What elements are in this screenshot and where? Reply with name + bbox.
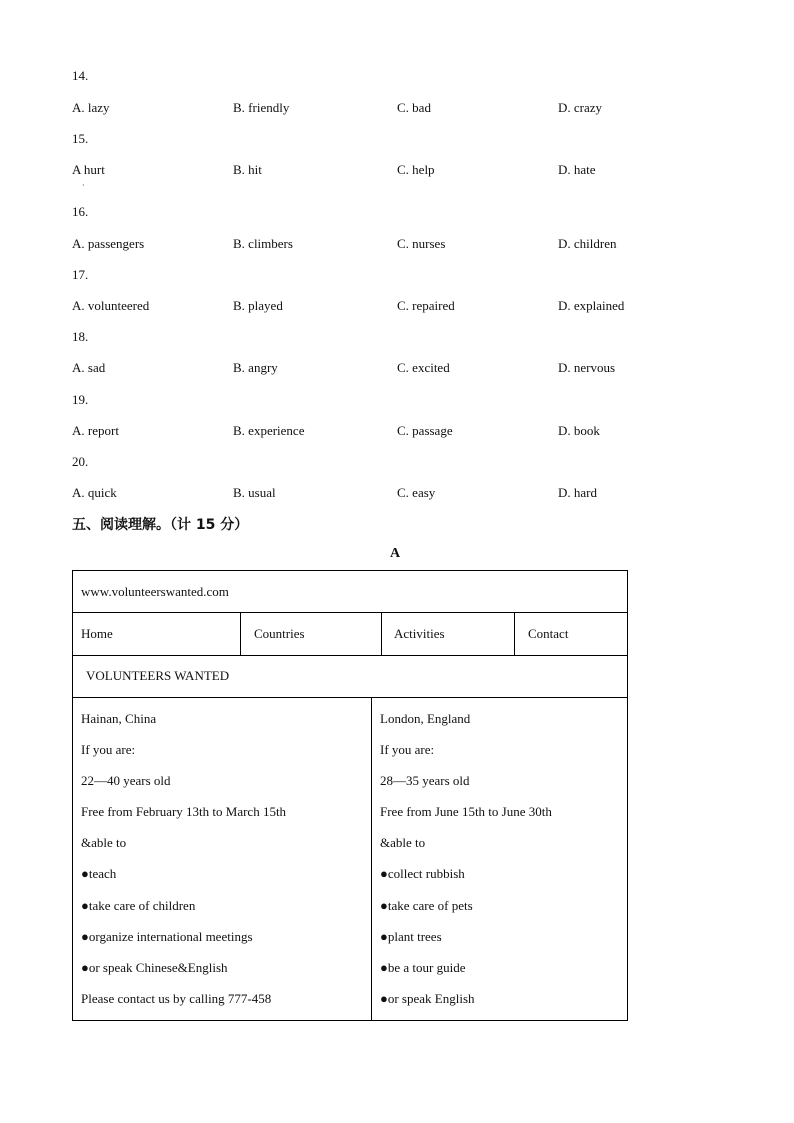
option-b: B. climbers xyxy=(233,236,293,251)
left-line: ●teach xyxy=(81,866,117,881)
nav-separator xyxy=(514,612,515,655)
question-number: 17. xyxy=(72,267,89,282)
right-line: ●be a tour guide xyxy=(380,960,466,975)
right-line: ●collect rubbish xyxy=(380,866,465,881)
option-c: C. help xyxy=(397,162,435,177)
nav-home: Home xyxy=(81,626,113,641)
option-a: A. sad xyxy=(72,360,106,375)
option-b: B. hit xyxy=(233,162,262,177)
left-line: ●take care of children xyxy=(81,898,196,913)
column-separator xyxy=(371,697,372,1020)
stray-dot: · xyxy=(82,181,85,190)
table-rule xyxy=(72,697,628,698)
section-title: 五、阅读理解。（计 15 分） xyxy=(72,517,249,533)
left-line: ●or speak Chinese&English xyxy=(81,960,228,975)
right-location: London, England xyxy=(380,711,471,726)
option-d: D. hate xyxy=(558,162,596,177)
option-b: B. played xyxy=(233,298,283,313)
option-c: C. excited xyxy=(397,360,450,375)
nav-separator xyxy=(381,612,382,655)
right-line: ●take care of pets xyxy=(380,898,473,913)
option-a: A. passengers xyxy=(72,236,145,251)
question-number: 18. xyxy=(72,329,89,344)
ad-heading: VOLUNTEERS WANTED xyxy=(86,668,230,683)
option-d: D. explained xyxy=(558,298,625,313)
option-c: C. easy xyxy=(397,485,436,500)
option-d: D. hard xyxy=(558,485,597,500)
table-border-bottom xyxy=(72,1020,628,1021)
option-b: B. usual xyxy=(233,485,276,500)
option-a: A hurt xyxy=(72,162,105,177)
option-b: B. angry xyxy=(233,360,278,375)
table-border-right xyxy=(627,570,628,1021)
left-line: Free from February 13th to March 15th xyxy=(81,804,287,819)
question-number: 15. xyxy=(72,131,89,146)
nav-contact: Contact xyxy=(528,626,569,641)
volunteer-ad-table xyxy=(72,570,628,1021)
option-c: C. repaired xyxy=(397,298,455,313)
right-line: Free from June 15th to June 30th xyxy=(380,804,552,819)
nav-separator xyxy=(240,612,241,655)
right-line: ●plant trees xyxy=(380,929,442,944)
right-line: If you are: xyxy=(380,742,435,757)
option-c: C. bad xyxy=(397,100,431,115)
left-line: 22—40 years old xyxy=(81,773,171,788)
option-c: C. nurses xyxy=(397,236,446,251)
option-d: D. children xyxy=(558,236,617,251)
table-border-left xyxy=(72,570,73,1021)
nav-activities: Activities xyxy=(394,626,445,641)
nav-countries: Countries xyxy=(254,626,305,641)
left-line: ●organize international meetings xyxy=(81,929,253,944)
left-line: &able to xyxy=(81,835,127,850)
website-url: www.volunteerswanted.com xyxy=(81,584,229,599)
option-a: A. quick xyxy=(72,485,117,500)
passage-label: A xyxy=(390,546,401,561)
question-number: 14. xyxy=(72,68,89,83)
table-border-top xyxy=(72,570,628,571)
option-a: A. report xyxy=(72,423,119,438)
table-rule xyxy=(72,612,628,613)
question-number: 19. xyxy=(72,392,89,407)
option-b: B. friendly xyxy=(233,100,290,115)
left-location: Hainan, China xyxy=(81,711,157,726)
option-d: D. crazy xyxy=(558,100,603,115)
right-line: ●or speak English xyxy=(380,991,475,1006)
left-line: If you are: xyxy=(81,742,136,757)
table-rule xyxy=(72,655,628,656)
option-d: D. book xyxy=(558,423,600,438)
option-a: A. volunteered xyxy=(72,298,150,313)
right-line: 28—35 years old xyxy=(380,773,470,788)
option-d: D. nervous xyxy=(558,360,616,375)
left-contact: Please contact us by calling 777-458 xyxy=(81,991,272,1006)
option-b: B. experience xyxy=(233,423,305,438)
right-line: &able to xyxy=(380,835,426,850)
question-number: 16. xyxy=(72,204,89,219)
question-number: 20. xyxy=(72,454,89,469)
option-a: A. lazy xyxy=(72,100,110,115)
option-c: C. passage xyxy=(397,423,453,438)
